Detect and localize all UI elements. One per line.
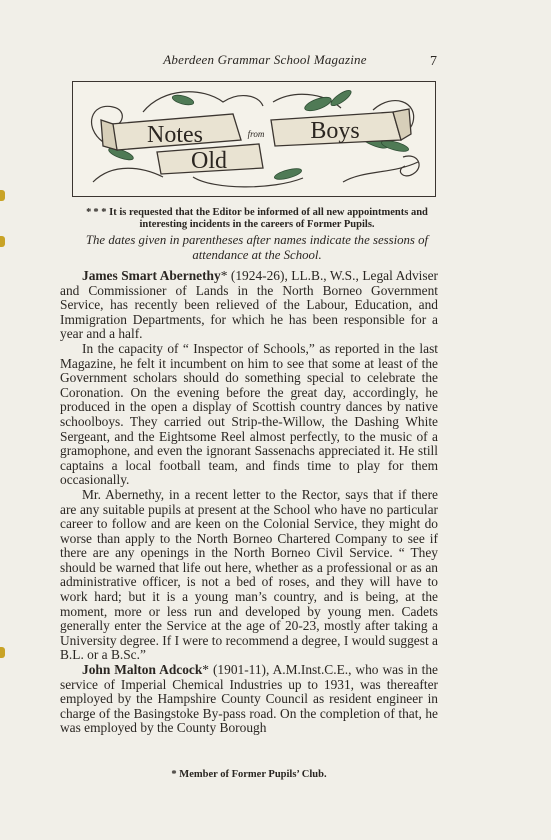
entry-adcock-para-1 <box>60 663 438 736</box>
entry-adcock-details: * (1901-11), A.M.Inst.C.E., who was in the service of Imperial Chemical Industries up to 1931, was thereafter employed by the Hampshire County Council as resident engineer in charge of the Basingstoke By-pass road. On the completion of that, he was employed by the County Borough <box>60 662 438 736</box>
page-edge-mark <box>0 236 5 247</box>
banner-word-from: from <box>247 129 265 139</box>
banner-word-boys: Boys <box>310 118 360 144</box>
banner-word-notes: Notes <box>147 122 203 148</box>
page-number: 7 <box>430 54 437 69</box>
entry-name-abernethy: James Smart Abernethy <box>82 268 221 283</box>
banner-word-old: Old <box>191 148 227 174</box>
entry-abernethy-para-3: Mr. Abernethy, in a recent letter to the Rector, says that if there are any suitable pupils at present at the School who have no particular career to follow and are keen on the Colonial Service, they might do worse than apply to the North Borneo Chartered Company to see if there are any openings in the North Borneo Civil Service. “ They should be warned that life out here, whether as a professional or as an administrative officer, is not a bed of roses, and they will have to work hard; but it is a young man’s country, and is being, at the moment, more or less run and developed by young men. Cadets generally enter the Service at the age of 20-23, mostly after taking a University degree. If I were to recommend a degree, I would suggest a B.L. or a B.Sc.” <box>60 486 438 663</box>
editor-notice: * * * It is requested that the Editor be informed of all new appointments and interesting incidents in the careers of Former Pupils. <box>86 207 428 230</box>
entry-name-adcock: John Malton Adcock <box>82 662 203 678</box>
scroll-curl <box>400 156 419 176</box>
footnote: * Member of Former Pupils’ Club. <box>171 769 327 780</box>
notes-from-old-boys-banner <box>72 81 436 197</box>
entry-abernethy-para-1 <box>60 269 438 342</box>
entry-abernethy-details: * (1924-26), LL.B., W.S., Legal Adviser and Commissioner of Lands in the North Borneo Government Service, has recently been relieved of the Labour, Education, and Immigration Departments, for which he has been responsible for a year and a half. <box>60 268 438 342</box>
dates-note: The dates given in parentheses after names indicate the sessions of attendance at the School. <box>85 233 429 262</box>
entry-abernethy-para-2: In the capacity of “ Inspector of Schools,” as reported in the last Magazine, he felt it incumbent on him to see that some at least of the Government scholars should do something special to celebrate the Coronation. On the evening before the great day, accordingly, he produced in the open a display of Scottish country dances by native schoolboys. They carried out Strip-the-Willow, the Dashing White Sergeant, and the Eightsome Reel almost perfectly, to the music of a gramophone, and even the ignorant Sassenachs appreciated it. He still captains a local football team, and finds time to play for them occasionally. <box>60 340 438 488</box>
page-edge-mark <box>0 190 5 201</box>
page-edge-mark <box>0 647 5 658</box>
banner-illustration <box>73 82 435 196</box>
running-head: Aberdeen Grammar School Magazine <box>163 52 367 67</box>
article-body <box>60 269 438 736</box>
